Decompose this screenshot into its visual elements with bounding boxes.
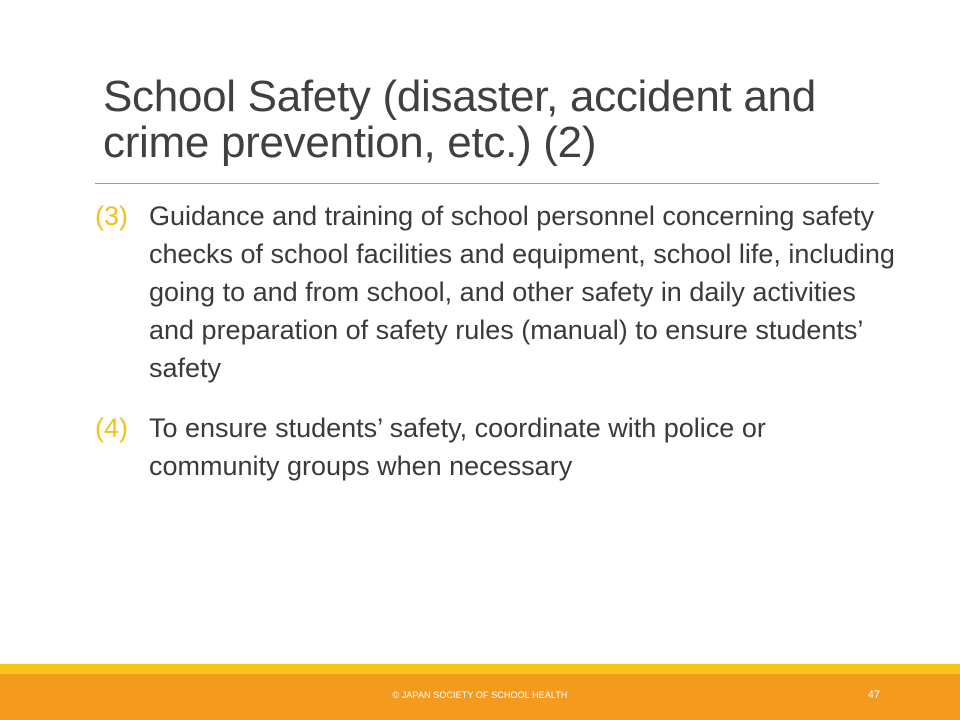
item-list xyxy=(95,197,895,485)
title-divider xyxy=(95,183,879,184)
item-number: (3) xyxy=(95,201,128,231)
slide-title: School Safety (disaster, accident and crime prevention, etc.) (2) xyxy=(103,72,816,167)
item-number: (4) xyxy=(95,413,128,443)
list-item xyxy=(95,409,895,485)
item-text: Guidance and training of school personnel concerning safety checks of school facilities and equipment, school life, including going to and from school, and other safety in daily activities and preparation of safety rules (manual) to ensure students’ safety xyxy=(149,201,895,383)
footer-copyright: © JAPAN SOCIETY OF SCHOOL HEALTH xyxy=(392,690,568,700)
item-text: To ensure students’ safety, coordinate with police or community groups when necessary xyxy=(149,413,766,481)
list-item xyxy=(95,197,895,387)
page-number: 47 xyxy=(867,689,880,701)
footer-stripe xyxy=(0,664,960,674)
